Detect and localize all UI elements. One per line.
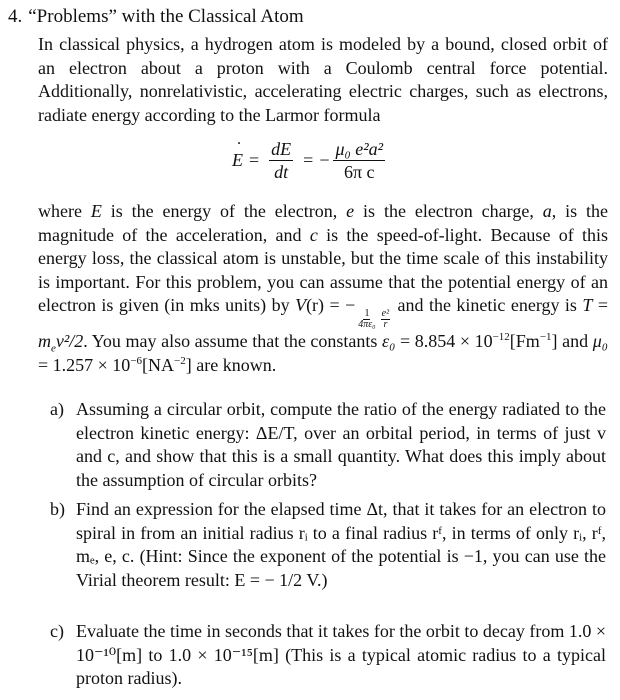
symbol-r-arg: (r) [306,295,325,316]
symbol-v2: v²/2 [55,331,84,352]
sub-question-label: c) [50,621,64,641]
equation-frac-dE-dt [269,138,293,183]
main-text: = [592,295,608,316]
main-text: [NA [142,354,175,375]
symbol-V: V [295,295,307,316]
frac2-denominator: 6π c [343,162,375,182]
exponent: −6 [130,354,143,367]
main-text: is the energy of the electron, [101,201,347,221]
vfrac1-numerator: 1 [364,308,370,320]
vfrac2-denominator: r [383,319,388,331]
equation-frac-larmor [333,138,385,183]
equation-lhs: ˙ E [232,150,243,171]
problem-number: 4. [8,6,23,27]
symbol-m: m [38,331,51,352]
problem-heading [8,6,304,28]
potential-frac-coulomb [357,309,376,330]
main-paragraph [38,200,608,378]
main-text: where [38,201,91,221]
symbol-a: a [542,201,552,221]
exponent: −12 [492,331,510,344]
exponent: −1 [539,331,552,344]
sub-question-text: Assuming a circular orbit, compute the ratio of the energy radiated to the electron kinetic energy: ΔE/T, over an orbital period, in terms of just v and c, and show that this is a small quantity. What does this imply about the assumption of circular orbits? [76,399,606,490]
main-text: and the kinetic energy is [392,295,583,316]
problem-title: “Problems” with the Classical Atom [28,6,304,27]
vfrac1-denominator: 4πε₀ [358,319,376,331]
main-text: = 1.257 × 10 [38,354,131,375]
main-text: , is the magnitude of the acceleration, and [38,201,608,245]
equation-minus: − [319,150,330,170]
symbol-T: T [582,295,593,316]
intro-paragraph: In classical physics, a hydrogen atom is modeled by a bound, closed orbit of an electron about a proton with a Coulomb central force potential. Additionally, nonrelativistic, accelerating electric charges, such as electrons, radiate energy according to the Larmor formula [38,34,608,125]
main-text: ] and [551,331,593,352]
symbol-mu0: μ₀ [592,331,609,352]
main-text: [Fm [509,331,540,352]
main-text: is the electron charge, [354,201,543,221]
frac1-numerator: dE [271,139,292,159]
sub-question-text: Evaluate the time in seconds that it takes for the orbit to decay from 1.0 × 10⁻¹⁰[m] to 1.0 × 10⁻¹⁵[m] (This is a typical atomic radius to a typical proton radius). [76,621,606,689]
main-text: = − [324,295,356,316]
main-text: ] are known. [185,354,277,375]
vfrac2-numerator: e² [381,308,390,320]
frac2-numerator: μ₀ e²a² [335,139,384,159]
exponent: −2 [174,354,186,367]
frac1-denominator: dt [274,162,289,182]
symbol-epsilon0: ε₀ [382,331,396,352]
sub-question-label: a) [50,399,64,419]
sub-question-text: Find an expression for the elapsed time Δt, that it takes for an electron to spiral in from an initial radius rᵢ to a final radius rᶠ, in terms of only rᵢ, rᶠ, mₑ, e, c. (Hint: Since the exponent of the potential is −1, you can use the Virial theorem result: E = − 1/2 V.) [76,499,606,590]
potential-frac-charge [381,309,390,330]
symbol-c: c [309,224,318,245]
main-text: = 8.854 × 10 [395,331,493,352]
larmor-equation: ˙ E = $\frac{dE}{dt}$ = − $\frac{\text{μ₀ e²a²}}{\text{6π c}}$ [232,138,389,183]
main-text: . You may also assume that the constants [83,331,383,352]
symbol-m-sub: e [51,342,56,355]
symbol-e: e [346,201,355,221]
main-text: is the speed-of-light. Because of this energy loss, the classical atom is unstable, but the time scale of this instability is important. For this problem, you can assume that the potential energy of an electron is given (in mks units) by [38,224,609,316]
symbol-E: E [90,201,102,221]
sub-question-label: b) [50,499,65,519]
